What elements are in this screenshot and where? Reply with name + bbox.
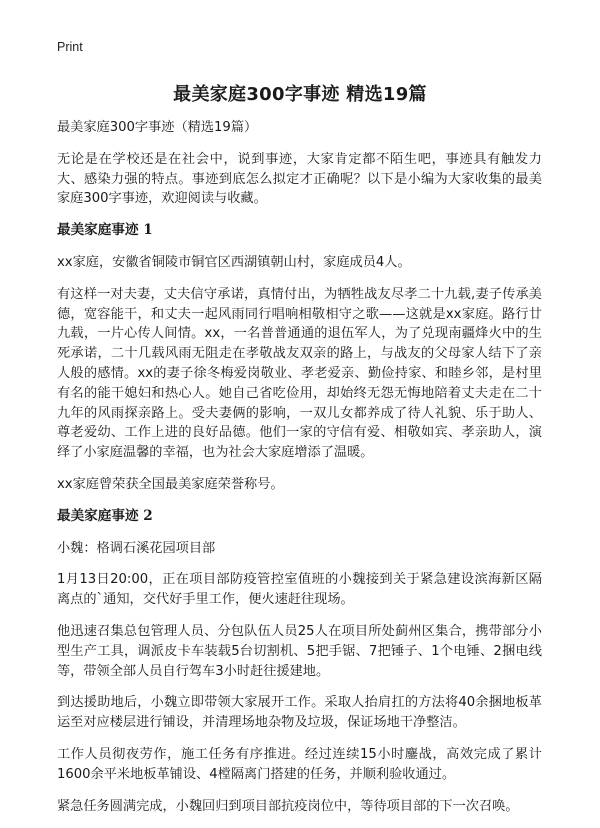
section-heading: 最美家庭事迹 2	[57, 507, 153, 524]
intro-paragraph: 无论是在学校还是在社会中，说到事迹，大家肯定都不陌生吧，事迹具有触发力大、感染力强的特点。事迹到底怎么拟定才正确呢？以下是小编为大家收集的最美家庭300字事迹，欢迎阅读与收藏。	[57, 151, 542, 207]
section-heading: 最美家庭事迹 1	[57, 222, 153, 239]
section-paragraph: 有这样一对夫妻，丈夫信守承诺，真情付出，为牺牲战友尽孝二十九载,妻子传承美德，宽容能干，和丈夫一起风雨同行唱响相敬相守之歌——这就是xx家庭。路行廿九载，一片心传人间情。xx，一名普普通通的退伍军人，为了兑现南疆烽火中的生死承诺，二十几载风雨无阻走在孝敬战友双亲的路上，与战友的父母家人结下了亲人般的感情。xx的妻子徐冬梅爱岗敬业、孝老爱亲、勤俭持家、和睦乡邻，是村里有名的能干媳妇和热心人。她自己省吃俭用，却始终无怨无悔地陪着丈夫走在二十九年的风雨探亲路上。受夫妻俩的影响，一双儿女都养成了待人礼貌、乐于助人、尊老爱幼、工作上进的良好品德。他们一家的守信有爱、相敬如宾、孝亲助人，演绎了小家庭温馨的幸福，也为社会大家庭增添了温暖。	[57, 286, 542, 461]
section-paragraph: 到达援助地后，小魏立即带领大家展开工作。采取人抬肩扛的方法将40余捆地板革运至对应楼层进行铺设，并清理场地杂物及垃圾，保证场地干净整洁。	[57, 695, 542, 731]
section-paragraph: 紧急任务圆满完成，小魏回归到项目部抗疫岗位中，等待项目部的下一次召唤。	[57, 798, 519, 814]
article-body	[57, 118, 542, 828]
article-subtitle: 最美家庭300字事迹（精选19篇）	[57, 120, 258, 135]
print-link[interactable]: Print	[57, 40, 83, 54]
section-paragraph: xx家庭曾荣获全国最美家庭荣誉称号。	[57, 476, 284, 492]
section-paragraph: 小魏：格调石溪花园项目部	[57, 540, 216, 556]
page-title: 最美家庭300字事迹 精选19篇	[173, 84, 427, 105]
section-1	[57, 221, 542, 495]
section-paragraph: 他迅速召集总包管理人员、分包队伍人员25人在项目所处蓟州区集合，携带部分小型生产工具，调派皮卡车装载5台切割机、5把手锯、7把锤子、1个电锤、2捆电线等，带领全部人员自行驾车3小时赶往援建地。	[57, 623, 542, 679]
section-paragraph: 1月13日20:00，正在项目部防疫管控室值班的小魏接到关于紧急建设滨海新区隔离点的`通知，交代好手里工作，便火速赶往现场。	[57, 572, 542, 608]
section-2	[57, 507, 542, 817]
section-paragraph: xx家庭，安徽省铜陵市铜官区西湖镇朝山村，家庭成员4人。	[57, 254, 411, 270]
section-paragraph: 工作人员彻夜劳作，施工任务有序推进。经过连续15小时鏖战，高效完成了累计1600余平米地板革铺设、4樘隔离门搭建的任务，并顺利验收通过。	[57, 746, 542, 782]
